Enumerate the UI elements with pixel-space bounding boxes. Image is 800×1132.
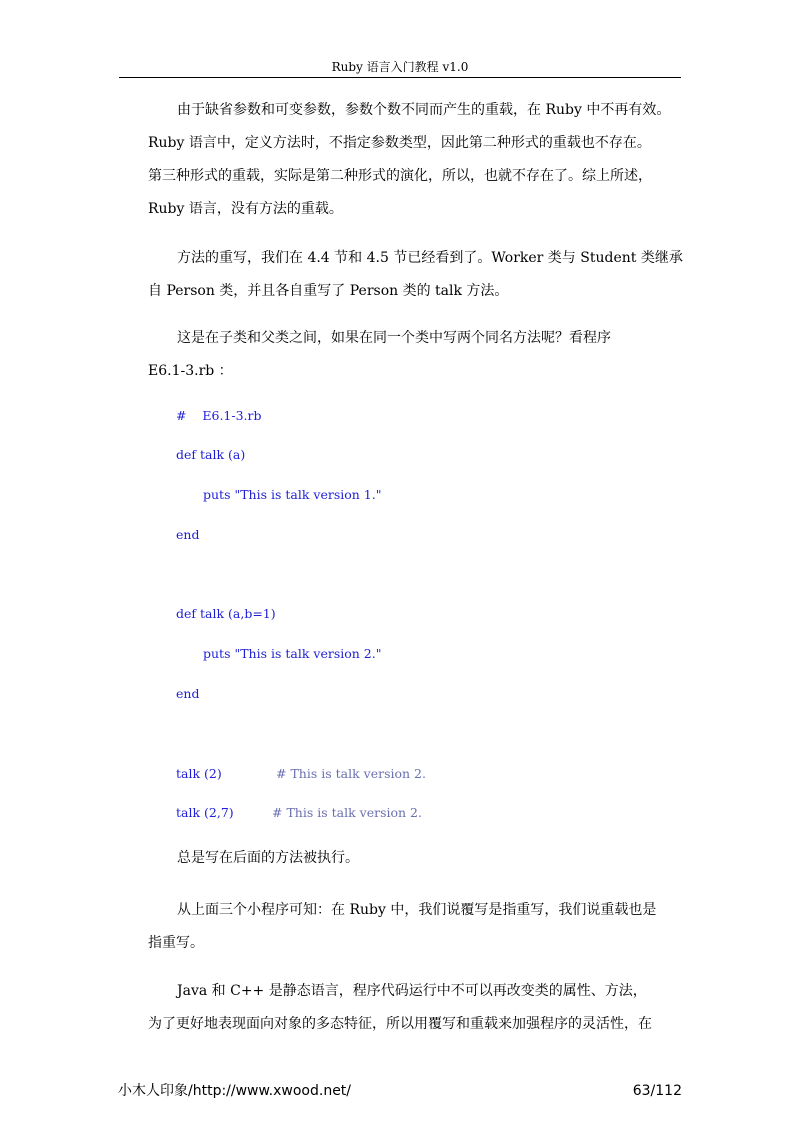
- paragraph-line: 这是在子类和父类之间，如果在同一个类中写两个同名方法呢？看程序: [177, 330, 611, 346]
- code-line: def talk (a): [176, 447, 246, 462]
- paragraph-line: 为了更好地表现面向对象的多态特征，所以用覆写和重载来加强程序的灵活性，在: [148, 1016, 652, 1032]
- paragraph-line: Ruby 语言中，定义方法时，不指定参数类型，因此第二种形式的重载也不存在。: [148, 135, 651, 151]
- code-line: # E6.1-3.rb: [176, 408, 262, 423]
- paragraph-line: 由于缺省参数和可变参数，参数个数不同而产生的重载，在 Ruby 中不再有效。: [177, 102, 671, 118]
- code-line: puts "This is talk version 1.": [203, 487, 382, 502]
- paragraph-line: E6.1-3.rb ：: [148, 363, 233, 379]
- footer-site-link[interactable]: 小木人印象/http://www.xwood.net/: [118, 1083, 352, 1099]
- code-line: puts "This is talk version 2.": [203, 646, 382, 661]
- code-comment: # This is talk version 2.: [272, 805, 422, 820]
- paragraph-line: Java 和 C++ 是静态语言，程序代码运行中不可以再改变类的属性、方法，: [177, 983, 647, 999]
- paragraph-line: 从上面三个小程序可知：在 Ruby 中，我们说覆写是指重写，我们说重载也是: [177, 902, 657, 918]
- paragraph-line: 自 Person 类，并且各自重写了 Person 类的 talk 方法。: [148, 283, 509, 299]
- code-line: talk (2,7): [176, 805, 234, 820]
- paragraph-line: 第三种形式的重载，实际是第二种形式的演化，所以，也就不存在了。综上所述，: [148, 168, 652, 184]
- code-line: end: [176, 527, 200, 542]
- paragraph-line: 指重写。: [148, 935, 204, 951]
- paragraph-line: Ruby 语言，没有方法的重载。: [148, 201, 343, 217]
- code-line: def talk (a,b=1): [176, 606, 276, 621]
- page-number: 63/112: [632, 1083, 682, 1099]
- page-header: Ruby 语言入门教程 v1.0: [331, 60, 469, 74]
- header-rule: [119, 77, 681, 78]
- code-comment: # This is talk version 2.: [276, 766, 426, 781]
- code-line: talk (2): [176, 766, 222, 781]
- code-line: end: [176, 686, 200, 701]
- paragraph-line: 方法的重写，我们在 4.4 节和 4.5 节已经看到了。Worker 类与 Student 类继承: [177, 250, 683, 266]
- paragraph-line: 总是写在后面的方法被执行。: [177, 850, 359, 866]
